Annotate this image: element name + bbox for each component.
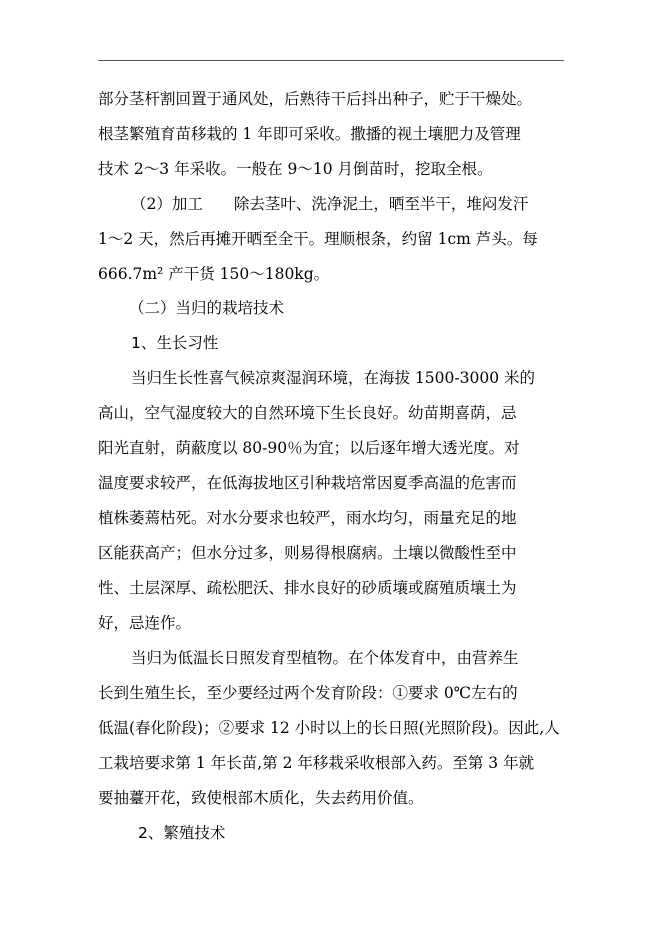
text-line: 阳光直射，荫蔽度以 80-90％为宜；以后逐年增大透光度。对 xyxy=(98,439,520,457)
text-line: 工栽培要求第 1 年长苗,第 2 年移栽采收根部入药。至第 3 年就 xyxy=(98,754,535,772)
text-line: 666.7m² 产干货 150～180kg。 xyxy=(98,265,330,283)
text-line: 1～2 天，然后再摊开晒至全干。理顺根条，约留 1cm 芦头。每 xyxy=(98,230,538,248)
section-heading: （二）当归的栽培技术 xyxy=(129,299,285,317)
text-line: 当归为低温长日照发育型植物。在个体发育中，由营养生 xyxy=(131,649,519,667)
text-line: 植株萎蔫枯死。对水分要求也较严，雨水均匀，雨量充足的地 xyxy=(98,509,517,527)
text-line: 低温(春化阶段)；②要求 12 小时以上的长日照(光照阶段)。因此,人 xyxy=(98,719,560,737)
header-rule xyxy=(98,60,564,61)
text-line: 部分茎杆割回置于通风处，后熟待干后抖出种子，贮于干燥处。 xyxy=(98,90,533,108)
text-line: 性、土层深厚、疏松肥沃、排水良好的砂质壤或腐殖质壤土为 xyxy=(98,579,517,597)
text-line: 技术 2～3 年采收。一般在 9～10 月倒苗时，挖取全根。 xyxy=(98,160,493,178)
text-line: 高山，空气湿度较大的自然环境下生长良好。幼苗期喜荫，忌 xyxy=(98,404,517,422)
text-line: （2）加工 除去茎叶、洗净泥土，晒至半干，堆闷发汗 xyxy=(131,195,529,213)
text-line: 区能获高产；但水分过多，则易得根腐病。土壤以微酸性至中 xyxy=(98,544,517,562)
subheading: 2、繁殖技术 xyxy=(138,824,226,842)
text-line: 长到生殖生长，至少要经过两个发育阶段：①要求 0℃左右的 xyxy=(98,684,518,702)
text-line: 好，忌连作。 xyxy=(98,614,192,632)
text-line: 温度要求较严，在低海拔地区引种栽培常因夏季高温的危害而 xyxy=(98,474,517,492)
text-line: 根茎繁殖育苗移栽的 1 年即可采收。撒播的视土壤肥力及管理 xyxy=(98,125,521,143)
subheading: 1、生长习性 xyxy=(131,334,219,352)
text-line: 当归生长性喜气候凉爽湿润环境，在海拔 1500-3000 米的 xyxy=(131,369,535,387)
text-line: 要抽薹开花，致使根部木质化，失去药用价值。 xyxy=(98,789,424,807)
